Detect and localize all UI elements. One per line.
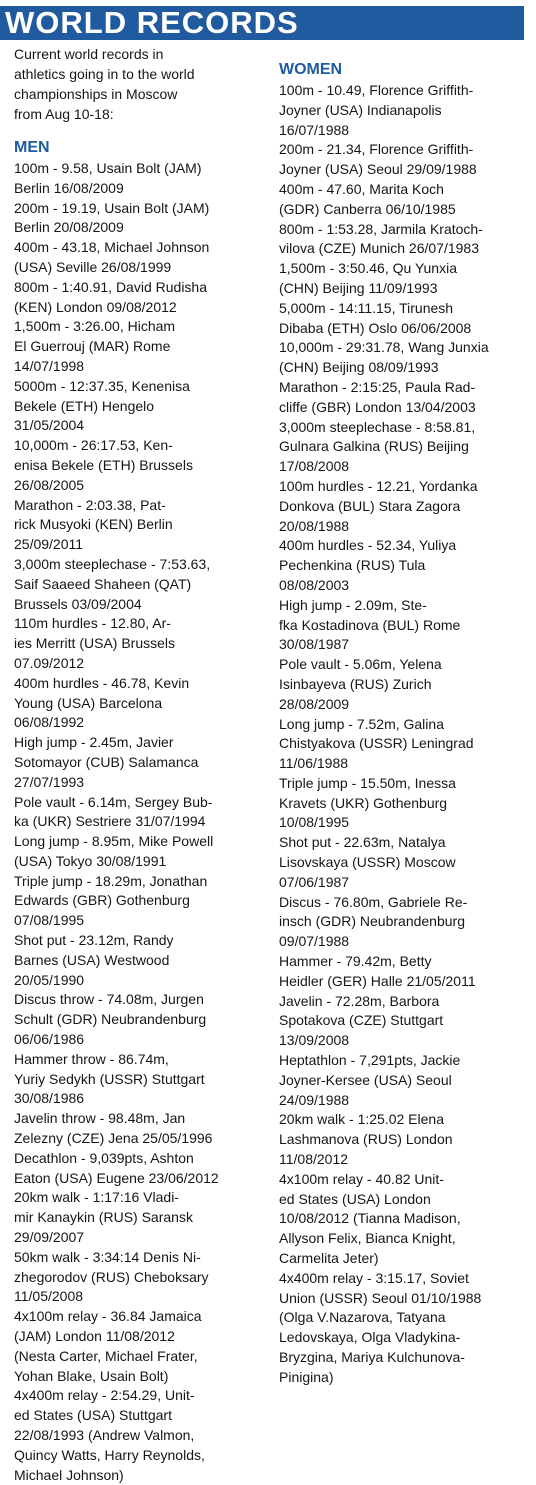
record-entry: 4x400m relay - 3:15.17, Soviet Union (USSR) Seoul 01/10/1988 (Olga V.Nazarova, Tatyana Ledovskaya, Olga Vladykina- Bryzgina, Mariya Kulchunova- Pinigina) bbox=[279, 1269, 482, 1385]
record-entry: Javelin - 72.28m, Barbora Spotakova (CZE) Stuttgart 13/09/2008 bbox=[279, 992, 444, 1049]
men-records-list bbox=[14, 159, 267, 1485]
record-entry: 400m - 47.60, Marita Koch (GDR) Canberra 06/10/1985 bbox=[279, 180, 456, 217]
record-entry: 400m hurdles - 52.34, Yuliya Pechenkina (RUS) Tula 08/08/2003 bbox=[279, 537, 457, 593]
record-entry: 400m hurdles - 46.78, Kevin Young (USA) Barcelona 06/08/1992 bbox=[14, 674, 190, 731]
record-entry: High jump - 2.09m, Ste- fka Kostadinova (BUL) Rome 30/08/1987 bbox=[279, 596, 461, 653]
record-entry: 5,000m - 14:11.15, Tirunesh Dibaba (ETH) Oslo 06/06/2008 bbox=[279, 299, 472, 336]
record-entry: Marathon - 2:15:25, Paula Rad- cliffe (GBR) London 13/04/2003 bbox=[279, 378, 476, 415]
record-entry: 20km walk - 1:25.02 Elena Lashmanova (RUS) London 11/08/2012 bbox=[279, 1111, 453, 1168]
record-entry: Long jump - 8.95m, Mike Powell (USA) Tokyo 30/08/1991 bbox=[14, 833, 214, 869]
record-entry: 800m - 1:53.28, Jarmila Kratoch- vilova (CZE) Munich 26/07/1983 bbox=[279, 220, 483, 257]
record-entry: 10,000m - 29:31.78, Wang Junxia (CHN) Beijing 08/09/1993 bbox=[279, 339, 489, 376]
record-entry: 200m - 21.34, Florence Griffith- Joyner (USA) Seoul 29/09/1988 bbox=[279, 141, 477, 178]
record-entry: Heptathlon - 7,291pts, Jackie Joyner-Kersee (USA) Seoul 24/09/1988 bbox=[279, 1052, 461, 1108]
women-records-list bbox=[279, 81, 529, 1388]
intro-text: Current world records in athletics going in to the world championships in Moscow from Aug 10-18: bbox=[14, 46, 195, 122]
page-title: WORLD RECORDS bbox=[0, 6, 524, 40]
record-entry: Long jump - 7.52m, Galina Chistyakova (USSR) Leningrad 11/06/1988 bbox=[279, 715, 474, 772]
record-entry: Pole vault - 5.06m, Yelena Isinbayeva (RUS) Zurich 28/08/2009 bbox=[279, 656, 442, 712]
record-entry: 110m hurdles - 12.80, Ar- ies Merritt (USA) Brussels 07.09/2012 bbox=[14, 615, 176, 671]
record-entry: 1,500m - 3:26.00, Hicham El Guerrouj (MAR) Rome 14/07/1998 bbox=[14, 318, 176, 374]
record-entry: 400m - 43.18, Michael Johnson (USA) Seville 26/08/1999 bbox=[14, 239, 210, 275]
record-entry: 10,000m - 26:17.53, Ken- enisa Bekele (ETH) Brussels 26/08/2005 bbox=[14, 437, 193, 493]
women-heading: WOMEN bbox=[279, 61, 343, 78]
record-entry: Hammer - 79.42m, Betty Heidler (GER) Halle 21/05/2011 bbox=[279, 953, 476, 989]
record-entry: 100m hurdles - 12.21, Yordanka Donkova (BUL) Stara Zagora 20/08/1988 bbox=[279, 477, 478, 534]
right-column bbox=[279, 60, 529, 1388]
record-entry: Marathon - 2:03.38, Pat- rick Musyoki (KEN) Berlin 25/09/2011 bbox=[14, 496, 173, 553]
record-entry: 3,000m steeplechase - 7:53.63, Saif Saaeed Shaheen (QAT) Brussels 03/09/2004 bbox=[14, 555, 211, 612]
record-entry: Decathlon - 9,039pts, Ashton Eaton (USA) Eugene 23/06/2012 bbox=[14, 1149, 219, 1186]
record-entry: 200m - 19.19, Usain Bolt (JAM) Berlin 20/08/2009 bbox=[14, 199, 210, 236]
record-entry: 50km walk - 3:34:14 Denis Ni- zhegorodov (RUS) Cheboksary 11/05/2008 bbox=[14, 1248, 209, 1305]
record-entry: Hammer throw - 86.74m, Yuriy Sedykh (USSR) Stuttgart 30/08/1986 bbox=[14, 1050, 205, 1107]
record-entry: Triple jump - 15.50m, Inessa Kravets (UKR) Gothenburg 10/08/1995 bbox=[279, 774, 456, 831]
record-entry: High jump - 2.45m, Javier Sotomayor (CUB) Salamanca 27/07/1993 bbox=[14, 734, 199, 790]
record-entry: Shot put - 22.63m, Natalya Lisovskaya (USSR) Moscow 07/06/1987 bbox=[279, 834, 456, 890]
record-entry: 4x400m relay - 2:54.29, Unit- ed States (USA) Stuttgart 22/08/1993 (Andrew Valmon, Quincy Watts, Harry Reynolds, Michael Johnson) bbox=[14, 1387, 205, 1483]
record-entry: 800m - 1:40.91, David Rudisha (KEN) London 09/08/2012 bbox=[14, 278, 207, 315]
record-entry: 5000m - 12:37.35, Kenenisa Bekele (ETH) Hengelo 31/05/2004 bbox=[14, 377, 190, 434]
record-entry: 1,500m - 3:50.46, Qu Yunxia (CHN) Beijing 11/09/1993 bbox=[279, 260, 457, 296]
record-entry: Javelin throw - 98.48m, Jan Zelezny (CZE) Jena 25/05/1996 bbox=[14, 1110, 213, 1147]
record-entry: 3,000m steeplechase - 8:58.81, Gulnara Galkina (RUS) Beijing 17/08/2008 bbox=[279, 418, 476, 475]
record-entry: Shot put - 23.12m, Randy Barnes (USA) Westwood 20/05/1990 bbox=[14, 932, 174, 988]
record-entry: 4x100m relay - 40.82 Unit- ed States (USA) London 10/08/2012 (Tianna Madison, Allyson Felix, Bianca Knight, Carmelita Jeter) bbox=[279, 1170, 461, 1267]
record-entry: 4x100m relay - 36.84 Jamaica (JAM) London 11/08/2012 (Nesta Carter, Michael Frater, Yohan Blake, Usain Bolt) bbox=[14, 1308, 202, 1384]
record-entry: Discus - 76.80m, Gabriele Re- insch (GDR) Neubrandenburg 09/07/1988 bbox=[279, 893, 468, 950]
record-entry: 100m - 9.58, Usain Bolt (JAM) Berlin 16/08/2009 bbox=[14, 160, 202, 196]
men-heading: MEN bbox=[14, 139, 50, 156]
record-entry: 20km walk - 1:17:16 Vladi- mir Kanaykin (RUS) Saransk 29/09/2007 bbox=[14, 1189, 193, 1246]
record-entry: Triple jump - 18.29m, Jonathan Edwards (GBR) Gothenburg 07/08/1995 bbox=[14, 872, 208, 929]
record-entry: 100m - 10.49, Florence Griffith- Joyner (USA) Indianapolis 16/07/1988 bbox=[279, 82, 474, 138]
record-entry: Pole vault - 6.14m, Sergey Bub- ka (UKR) Sestriere 31/07/1994 bbox=[14, 793, 213, 830]
left-column bbox=[14, 44, 267, 1485]
record-entry: Discus throw - 74.08m, Jurgen Schult (GDR) Neubrandenburg 06/06/1986 bbox=[14, 991, 207, 1048]
